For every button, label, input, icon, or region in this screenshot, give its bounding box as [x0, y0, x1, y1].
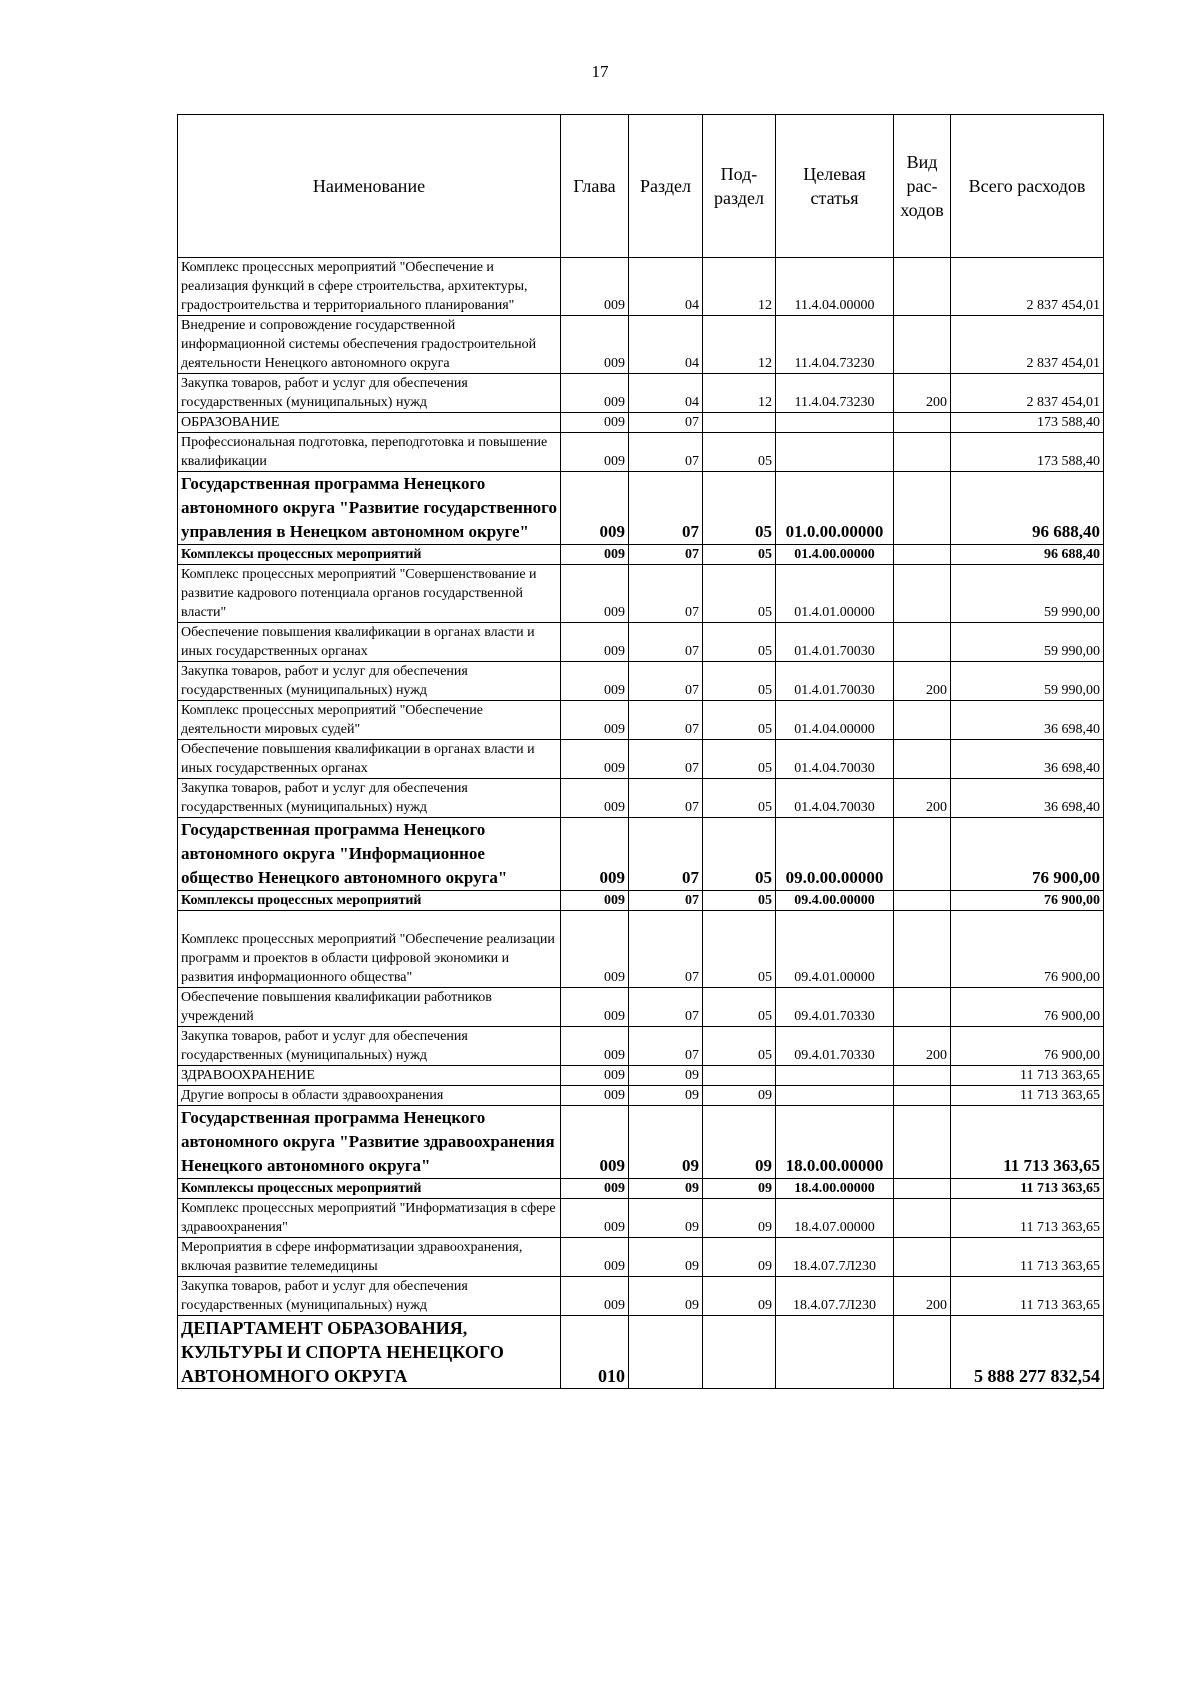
row-name: Комплекс процессных мероприятий "Совершенствование и развитие кадрового потенциала органов государственной власти": [178, 565, 561, 623]
table-row: [178, 740, 1104, 779]
row-total: 76 900,00: [951, 988, 1104, 1027]
row-total: 11 713 363,65: [951, 1066, 1104, 1086]
row-total: 36 698,40: [951, 740, 1104, 779]
row-glava: 009: [561, 911, 629, 988]
row-name: ДЕПАРТАМЕНТ ОБРАЗОВАНИЯ, КУЛЬТУРЫ И СПОРТА НЕНЕЦКОГО АВТОНОМНОГО ОКРУГА: [178, 1316, 561, 1389]
row-total: 76 900,00: [951, 818, 1104, 891]
row-glava: 009: [561, 701, 629, 740]
row-statya: 18.4.07.7Л230: [776, 1238, 894, 1277]
row-total: 11 713 363,65: [951, 1277, 1104, 1316]
row-name: Комплекс процессных мероприятий "Обеспечение деятельности мировых судей": [178, 701, 561, 740]
row-vid: [894, 545, 951, 565]
table-row: [178, 1316, 1104, 1389]
row-name: Обеспечение повышения квалификации работников учреждений: [178, 988, 561, 1027]
row-name: Комплексы процессных мероприятий: [178, 545, 561, 565]
row-podrazdel: 05: [703, 472, 776, 545]
table-row: [178, 701, 1104, 740]
row-glava: 009: [561, 258, 629, 316]
row-total: 173 588,40: [951, 433, 1104, 472]
row-podrazdel: [703, 1316, 776, 1389]
row-glava: 009: [561, 1106, 629, 1179]
table-row: [178, 1238, 1104, 1277]
table-row: [178, 988, 1104, 1027]
table-row: [178, 374, 1104, 413]
row-name: Комплексы процессных мероприятий: [178, 891, 561, 911]
row-statya: 11.4.04.73230: [776, 316, 894, 374]
row-podrazdel: 05: [703, 818, 776, 891]
row-statya: 09.4.01.70330: [776, 1027, 894, 1066]
table-row: [178, 258, 1104, 316]
row-glava: 009: [561, 565, 629, 623]
row-podrazdel: 05: [703, 988, 776, 1027]
row-vid: [894, 740, 951, 779]
row-name: Закупка товаров, работ и услуг для обеспечения государственных (муниципальных) нужд: [178, 1027, 561, 1066]
row-vid: [894, 818, 951, 891]
table-row: [178, 1106, 1104, 1179]
row-total: 11 713 363,65: [951, 1179, 1104, 1199]
row-podrazdel: 05: [703, 911, 776, 988]
row-razdel: 07: [629, 818, 703, 891]
row-total: 2 837 454,01: [951, 258, 1104, 316]
row-total: 5 888 277 832,54: [951, 1316, 1104, 1389]
row-name: Государственная программа Ненецкого автономного округа "Развитие государственного управления в Ненецком автономном округе": [178, 472, 561, 545]
row-statya: 01.4.01.70030: [776, 662, 894, 701]
row-razdel: 07: [629, 623, 703, 662]
header-podrazdel: Под- раздел: [703, 115, 776, 258]
row-statya: 09.0.00.00000: [776, 818, 894, 891]
row-statya: [776, 433, 894, 472]
header-total: Всего расходов: [951, 115, 1104, 258]
row-statya: 18.4.00.00000: [776, 1179, 894, 1199]
row-statya: 11.4.04.73230: [776, 374, 894, 413]
table-row: [178, 565, 1104, 623]
row-name: Профессиональная подготовка, переподготовка и повышение квалификации: [178, 433, 561, 472]
row-podrazdel: 09: [703, 1199, 776, 1238]
row-total: 11 713 363,65: [951, 1238, 1104, 1277]
row-total: 59 990,00: [951, 662, 1104, 701]
row-vid: 200: [894, 779, 951, 818]
row-total: 96 688,40: [951, 472, 1104, 545]
table-row: [178, 1027, 1104, 1066]
row-name: Закупка товаров, работ и услуг для обеспечения государственных (муниципальных) нужд: [178, 779, 561, 818]
table-row: [178, 1086, 1104, 1106]
row-vid: [894, 413, 951, 433]
row-glava: 009: [561, 413, 629, 433]
row-name: ЗДРАВООХРАНЕНИЕ: [178, 1066, 561, 1086]
row-razdel: 07: [629, 779, 703, 818]
row-razdel: 04: [629, 374, 703, 413]
row-razdel: 09: [629, 1238, 703, 1277]
row-vid: [894, 988, 951, 1027]
row-razdel: [629, 1316, 703, 1389]
row-statya: 18.4.07.7Л230: [776, 1277, 894, 1316]
row-razdel: 07: [629, 565, 703, 623]
row-vid: 200: [894, 374, 951, 413]
row-glava: 009: [561, 374, 629, 413]
row-glava: 009: [561, 1277, 629, 1316]
row-total: 36 698,40: [951, 701, 1104, 740]
row-name: Обеспечение повышения квалификации в органах власти и иных государственных органах: [178, 740, 561, 779]
row-podrazdel: 05: [703, 545, 776, 565]
row-podrazdel: 12: [703, 374, 776, 413]
page-number: 17: [591, 62, 609, 81]
table-row: [178, 413, 1104, 433]
row-total: 76 900,00: [951, 911, 1104, 988]
row-vid: [894, 891, 951, 911]
row-podrazdel: 05: [703, 779, 776, 818]
table-row: [178, 818, 1104, 891]
row-total: 59 990,00: [951, 623, 1104, 662]
row-name: Комплекс процессных мероприятий "Обеспечение и реализация функций в сфере строительства, архитектуры, градостроительства и территориального планирования": [178, 258, 561, 316]
row-statya: 18.0.00.00000: [776, 1106, 894, 1179]
row-vid: [894, 1199, 951, 1238]
row-total: 11 713 363,65: [951, 1086, 1104, 1106]
row-statya: 01.4.04.00000: [776, 701, 894, 740]
row-glava: 009: [561, 545, 629, 565]
row-name: Комплекс процессных мероприятий "Обеспечение реализации программ и проектов в области цифровой экономики и развития информационного общества": [178, 911, 561, 988]
row-razdel: 09: [629, 1199, 703, 1238]
table-row: [178, 1179, 1104, 1199]
row-glava: 009: [561, 1027, 629, 1066]
row-glava: 009: [561, 988, 629, 1027]
row-statya: 01.4.01.00000: [776, 565, 894, 623]
header-glava: Глава: [561, 115, 629, 258]
row-razdel: 09: [629, 1277, 703, 1316]
row-glava: 009: [561, 1238, 629, 1277]
header-row: [178, 115, 1104, 258]
row-razdel: 07: [629, 988, 703, 1027]
row-podrazdel: 05: [703, 701, 776, 740]
row-vid: [894, 258, 951, 316]
table-row: [178, 545, 1104, 565]
row-glava: 009: [561, 316, 629, 374]
row-razdel: 07: [629, 413, 703, 433]
row-podrazdel: 05: [703, 433, 776, 472]
row-total: 11 713 363,65: [951, 1106, 1104, 1179]
row-total: 76 900,00: [951, 1027, 1104, 1066]
row-vid: [894, 911, 951, 988]
row-podrazdel: 09: [703, 1106, 776, 1179]
row-podrazdel: 05: [703, 740, 776, 779]
row-glava: 009: [561, 433, 629, 472]
row-vid: [894, 1316, 951, 1389]
row-name: ОБРАЗОВАНИЕ: [178, 413, 561, 433]
row-razdel: 09: [629, 1086, 703, 1106]
row-podrazdel: 05: [703, 662, 776, 701]
row-podrazdel: [703, 413, 776, 433]
row-razdel: 07: [629, 662, 703, 701]
table-row: [178, 779, 1104, 818]
row-podrazdel: 05: [703, 891, 776, 911]
row-vid: 200: [894, 1027, 951, 1066]
row-razdel: 09: [629, 1179, 703, 1199]
row-vid: [894, 1179, 951, 1199]
row-glava: 009: [561, 740, 629, 779]
row-statya: 09.4.01.00000: [776, 911, 894, 988]
row-razdel: 07: [629, 891, 703, 911]
row-podrazdel: 12: [703, 316, 776, 374]
row-statya: 01.4.00.00000: [776, 545, 894, 565]
row-razdel: 07: [629, 1027, 703, 1066]
row-glava: 009: [561, 1086, 629, 1106]
row-glava: 009: [561, 818, 629, 891]
table-row: [178, 1199, 1104, 1238]
row-name: Комплексы процессных мероприятий: [178, 1179, 561, 1199]
row-razdel: 09: [629, 1066, 703, 1086]
row-razdel: 07: [629, 433, 703, 472]
row-vid: [894, 1086, 951, 1106]
row-vid: [894, 565, 951, 623]
table-row: [178, 472, 1104, 545]
row-statya: 18.4.07.00000: [776, 1199, 894, 1238]
row-statya: [776, 1316, 894, 1389]
row-total: 36 698,40: [951, 779, 1104, 818]
row-name: Закупка товаров, работ и услуг для обеспечения государственных (муниципальных) нужд: [178, 1277, 561, 1316]
row-glava: 009: [561, 623, 629, 662]
row-glava: 009: [561, 1199, 629, 1238]
row-statya: [776, 1066, 894, 1086]
table-row: [178, 662, 1104, 701]
row-razdel: 07: [629, 545, 703, 565]
row-glava: 009: [561, 472, 629, 545]
row-statya: 01.0.00.00000: [776, 472, 894, 545]
row-podrazdel: 09: [703, 1086, 776, 1106]
row-total: 96 688,40: [951, 545, 1104, 565]
row-vid: [894, 316, 951, 374]
row-statya: 01.4.01.70030: [776, 623, 894, 662]
row-statya: 01.4.04.70030: [776, 779, 894, 818]
row-podrazdel: 09: [703, 1238, 776, 1277]
row-name: Закупка товаров, работ и услуг для обеспечения государственных (муниципальных) нужд: [178, 662, 561, 701]
row-statya: 11.4.04.00000: [776, 258, 894, 316]
row-glava: 010: [561, 1316, 629, 1389]
row-name: Мероприятия в сфере информатизации здравоохранения, включая развитие телемедицины: [178, 1238, 561, 1277]
row-razdel: 04: [629, 258, 703, 316]
table-row: [178, 433, 1104, 472]
row-total: 11 713 363,65: [951, 1199, 1104, 1238]
row-vid: [894, 433, 951, 472]
row-vid: [894, 472, 951, 545]
table-body: [178, 258, 1104, 1389]
header-vid: Вид рас- ходов: [894, 115, 951, 258]
table-row: [178, 1277, 1104, 1316]
row-vid: [894, 1066, 951, 1086]
row-name: Другие вопросы в области здравоохранения: [178, 1086, 561, 1106]
row-statya: 09.4.01.70330: [776, 988, 894, 1027]
row-razdel: 07: [629, 472, 703, 545]
row-vid: [894, 701, 951, 740]
row-glava: 009: [561, 1066, 629, 1086]
row-vid: [894, 623, 951, 662]
row-vid: 200: [894, 1277, 951, 1316]
budget-table: [177, 114, 1104, 1389]
row-glava: 009: [561, 891, 629, 911]
row-razdel: 07: [629, 701, 703, 740]
row-razdel: 07: [629, 911, 703, 988]
row-name: Государственная программа Ненецкого автономного округа "Развитие здравоохранения Ненецкого автономного округа": [178, 1106, 561, 1179]
row-podrazdel: 05: [703, 1027, 776, 1066]
row-total: 173 588,40: [951, 413, 1104, 433]
row-statya: 09.4.00.00000: [776, 891, 894, 911]
row-total: 76 900,00: [951, 891, 1104, 911]
table-row: [178, 316, 1104, 374]
row-total: 2 837 454,01: [951, 374, 1104, 413]
row-name: Обеспечение повышения квалификации в органах власти и иных государственных органах: [178, 623, 561, 662]
row-statya: [776, 413, 894, 433]
row-total: 2 837 454,01: [951, 316, 1104, 374]
row-podrazdel: 09: [703, 1179, 776, 1199]
row-podrazdel: 05: [703, 565, 776, 623]
row-total: 59 990,00: [951, 565, 1104, 623]
row-name: Государственная программа Ненецкого автономного округа "Информационное общество Ненецкого автономного округа": [178, 818, 561, 891]
row-razdel: 07: [629, 740, 703, 779]
row-vid: [894, 1106, 951, 1179]
table-row: [178, 623, 1104, 662]
row-razdel: 04: [629, 316, 703, 374]
row-glava: 009: [561, 779, 629, 818]
header-statya: Целевая статья: [776, 115, 894, 258]
header-razdel: Раздел: [629, 115, 703, 258]
row-razdel: 09: [629, 1106, 703, 1179]
row-podrazdel: 12: [703, 258, 776, 316]
row-name: Внедрение и сопровождение государственной информационной системы обеспечения градостроительной деятельности Ненецкого автономного округа: [178, 316, 561, 374]
table-row: [178, 1066, 1104, 1086]
row-glava: 009: [561, 662, 629, 701]
row-name: Закупка товаров, работ и услуг для обеспечения государственных (муниципальных) нужд: [178, 374, 561, 413]
header-name: Наименование: [178, 115, 561, 258]
table-row: [178, 911, 1104, 988]
row-name: Комплекс процессных мероприятий "Информатизация в сфере здравоохранения": [178, 1199, 561, 1238]
row-glava: 009: [561, 1179, 629, 1199]
row-statya: [776, 1086, 894, 1106]
row-vid: 200: [894, 662, 951, 701]
row-podrazdel: 09: [703, 1277, 776, 1316]
row-podrazdel: 05: [703, 623, 776, 662]
row-statya: 01.4.04.70030: [776, 740, 894, 779]
row-podrazdel: [703, 1066, 776, 1086]
table-row: [178, 891, 1104, 911]
row-vid: [894, 1238, 951, 1277]
